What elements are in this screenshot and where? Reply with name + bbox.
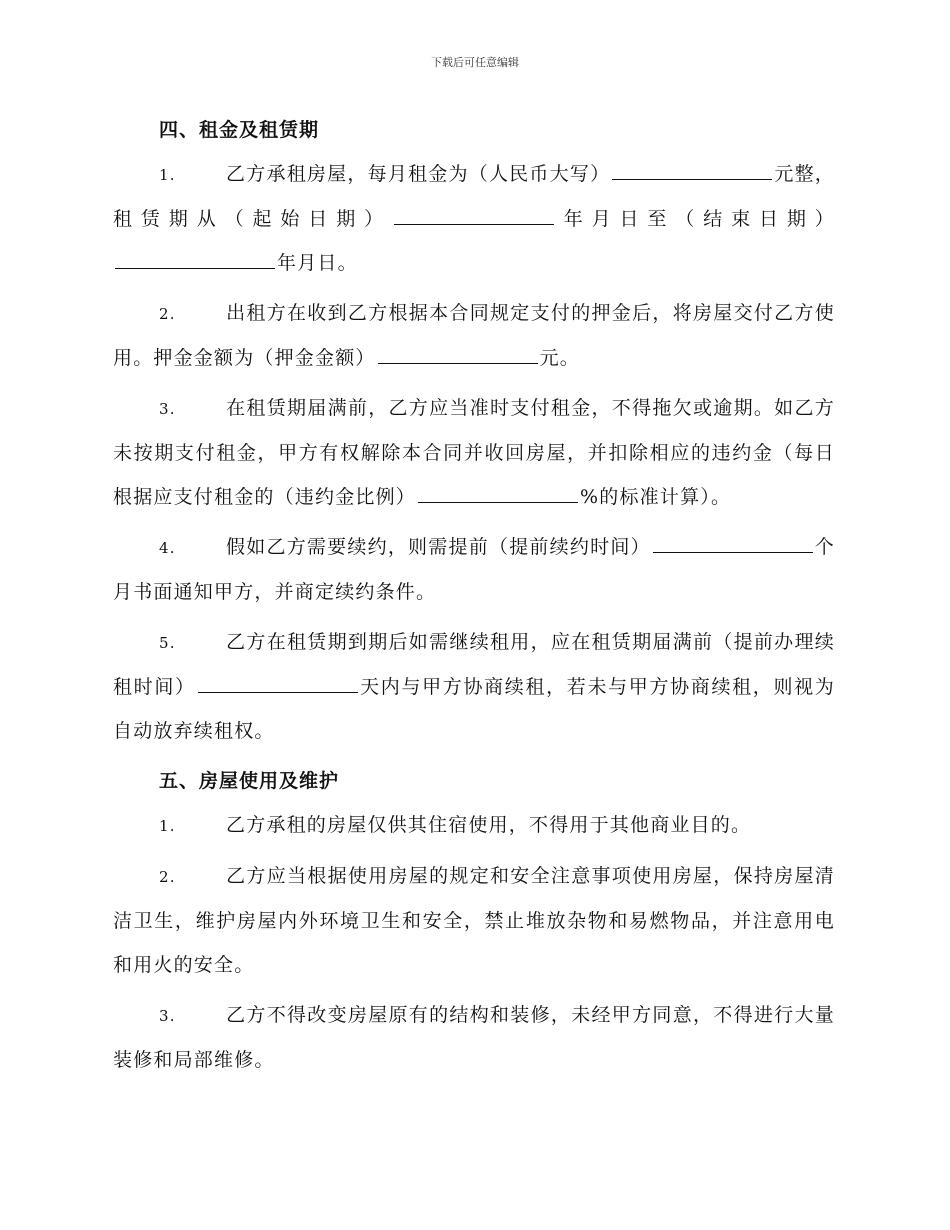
- document-content: [113, 108, 835, 1088]
- clause-number: 1.: [159, 166, 176, 184]
- clause-number: 4.: [159, 539, 176, 557]
- clause-text: 乙方不得改变房屋原有的结构和装修，未经甲方同意，不得进行大量装修和局部维修。: [113, 1004, 835, 1071]
- clause-text: 天内与甲方协商续租，若未与甲方协商续租，则视为自动放弃续租权。: [113, 676, 835, 742]
- clause-text: 在租赁期届满前，乙方应当准时支付租金，不得拖欠或逾期。如乙方未按期支付租金，甲方有权解除本合同并收回房屋，并扣除相应的违约金（每日根据应支付租金的（违约金比例）: [113, 397, 835, 508]
- clause-number: 2.: [159, 305, 176, 323]
- clause-text: 年月日至（结束日期）: [556, 208, 835, 230]
- clause-number: 2.: [159, 868, 176, 886]
- section-heading: 四、租金及租赁期: [159, 119, 320, 141]
- section-use-maintenance: [113, 759, 835, 1082]
- clause-paragraph: [113, 620, 835, 753]
- section-rent: [113, 108, 835, 753]
- fill-blank[interactable]: [378, 343, 538, 364]
- clause-number: 3.: [159, 1007, 176, 1025]
- clause-number: 5.: [159, 634, 176, 652]
- clause-paragraph: [113, 993, 835, 1082]
- fill-blank[interactable]: [115, 248, 275, 269]
- clause-paragraph: [113, 803, 835, 848]
- clause-number: 1.: [159, 817, 176, 835]
- clause-text: %的标准计算）。: [580, 486, 732, 508]
- clause-paragraph: [113, 525, 835, 614]
- clause-text: 乙方承租房屋，每月租金为（人民币大写）: [226, 163, 611, 185]
- fill-blank[interactable]: [198, 672, 358, 693]
- clause-text: 出租方在收到乙方根据本合同规定支付的押金后，将房屋交付乙方使用。押金金额为（押金金额）: [113, 302, 835, 369]
- clause-text: 个月书面通知甲方，并商定续约条件。: [113, 536, 836, 603]
- clause-paragraph: [113, 291, 835, 380]
- clause-paragraph: [113, 854, 835, 987]
- clause-text: 乙方在租赁期到期后如需继续租用，应在租赁期届满前（提前办理续租时间）: [113, 631, 835, 698]
- fill-blank[interactable]: [612, 159, 772, 180]
- clause-text: 年月日。: [277, 252, 358, 274]
- clause-text: 乙方承租的房屋仅供其住宿使用，不得用于其他商业目的。: [226, 814, 752, 836]
- clause-text: 假如乙方需要续约，则需提前（提前续约时间）: [226, 536, 651, 558]
- header-note: 下载后可任意编辑: [431, 56, 519, 69]
- clause-text: 元。: [539, 347, 581, 369]
- clause-paragraph: [113, 152, 835, 285]
- fill-blank[interactable]: [653, 532, 813, 553]
- section-heading: 五、房屋使用及维护: [159, 770, 340, 792]
- clause-number: 3.: [159, 400, 176, 418]
- clause-text: 乙方应当根据使用房屋的规定和安全注意事项使用房屋，保持房屋清洁卫生，维护房屋内外环境卫生和安全，禁止堆放杂物和易燃物品，并注意用电和用火的安全。: [113, 865, 835, 976]
- fill-blank[interactable]: [394, 204, 554, 225]
- clause-paragraph: [113, 386, 835, 519]
- fill-blank[interactable]: [418, 482, 578, 503]
- clause-text: 元整，租赁期从（起始日期）: [113, 163, 835, 230]
